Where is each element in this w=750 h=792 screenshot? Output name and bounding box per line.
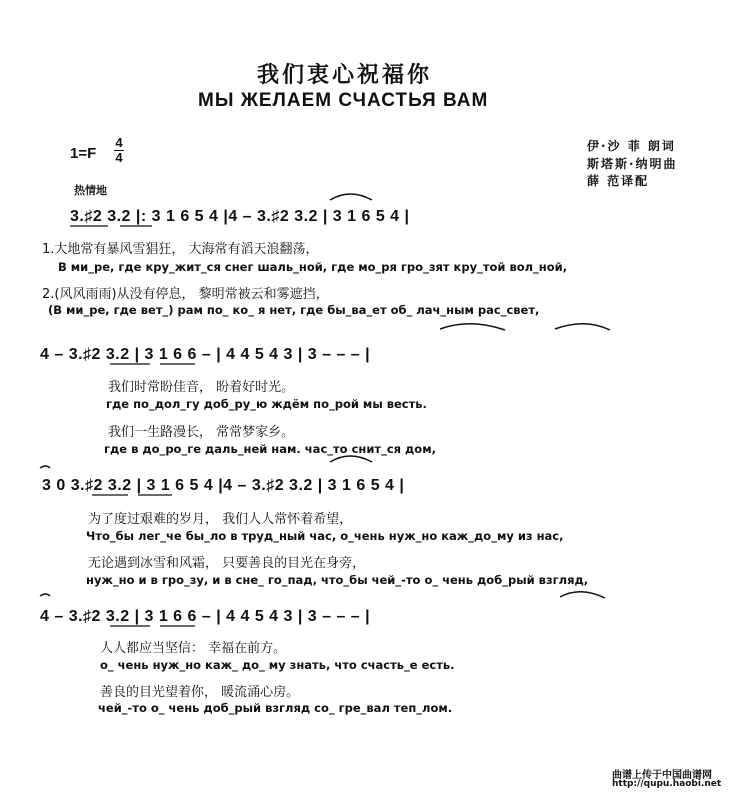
key-signature: 1=F bbox=[70, 145, 97, 162]
time-signature-top: 4 bbox=[115, 135, 123, 150]
lyric-line-2-ru-verse1: где по_дол_гу доб_ру_ю ждём по_рой мы весть. bbox=[106, 397, 427, 411]
lyric-line-1-ru-verse1: В ми_ре, где кру_жит_ся снег шаль_ной, где мо_ря гро_зят кру_той вол_ной, bbox=[58, 260, 568, 274]
song-title-russian: МЫ ЖЕЛАЕМ СЧАСТЬЯ ВАМ bbox=[198, 90, 489, 111]
lyric-line-2-cn-verse1: 我们时常盼佳音， 盼着好时光。 bbox=[108, 380, 295, 395]
song-title-chinese: 我们衷心祝福你 bbox=[257, 62, 433, 88]
notation-line-3: 3 0 3.♯2 3.2 | 3 1 6 5 4 |4 – 3.♯2 3.2 | 3 1 6 5 4 | bbox=[42, 477, 405, 494]
slur-7 bbox=[560, 592, 605, 598]
lyric-line-4-cn-verse2: 善良的目光望着你， 暖流涌心房。 bbox=[100, 685, 300, 700]
footer-site-name: 曲谱上传于中国曲谱网 bbox=[612, 770, 712, 781]
lyric-line-3-ru-verse2: нуж_но и в гро_зу, и в сне_ го_пад, что_бы чей_-то о_ чень доб_рый взгляд, bbox=[86, 573, 589, 587]
lyric-line-2-ru-verse2: где в до_ро_ге даль_ней нам. час_то снит_ся дом, bbox=[104, 442, 436, 456]
notation-line-4: 4 – 3.♯2 3.2 | 3 1 6 6 – | 4 4 5 4 3 | 3 – – – | bbox=[40, 608, 371, 625]
lyric-line-2-cn-verse2: 我们一生路漫长， 常常梦家乡。 bbox=[108, 425, 295, 440]
notation-line-2: 4 – 3.♯2 3.2 | 3 1 6 6 – | 4 4 5 4 3 | 3 – – – | bbox=[40, 346, 371, 363]
slur-5 bbox=[330, 456, 372, 462]
credit-composer: 斯塔斯·纳明曲 bbox=[587, 157, 678, 171]
lyric-line-4-ru-verse1: о_ чень нуж_но каж_ до_ му знать, что счасть_е есть. bbox=[100, 658, 455, 672]
notation-line-1: 3.♯2 3.2 |: 3 1 6 5 4 |4 – 3.♯2 3.2 | 3 1 6 5 4 | bbox=[70, 208, 410, 225]
slur-4 bbox=[40, 466, 50, 468]
lyric-line-3-cn-verse2: 无论遇到冰雪和风霜， 只要善良的目光在身旁， bbox=[88, 556, 366, 571]
slur-2 bbox=[440, 324, 505, 330]
slur-6 bbox=[40, 594, 50, 596]
slur-1 bbox=[330, 194, 372, 200]
time-signature-bottom: 4 bbox=[115, 150, 123, 165]
footer-site-url: http://qupu.haobi.net bbox=[612, 779, 722, 789]
credit-lyricist: 伊·沙 菲 朗词 bbox=[587, 139, 676, 153]
lyric-line-4-ru-verse2: чей_-то о_ чень доб_рый взгляд со_ гре_вал теп_лом. bbox=[98, 701, 453, 715]
lyric-line-1-cn-verse1: 1.大地常有暴风雪猖狂， 大海常有滔天浪翻荡， bbox=[42, 242, 319, 257]
lyric-line-1-ru-verse2: (В ми_ре, где вет_) рам по_ ко_ я нет, где бы_ва_ет об_ лач_ным рас_свет, bbox=[48, 303, 540, 317]
tempo-marking: 热情地 bbox=[74, 184, 107, 197]
lyric-line-1-cn-verse2: 2.(风风雨雨)从没有停息， 黎明常被云和雾遮挡， bbox=[42, 287, 329, 302]
lyric-line-4-cn-verse1: 人人都应当坚信： 幸福在前方。 bbox=[100, 641, 287, 656]
lyric-line-3-cn-verse1: 为了度过艰难的岁月， 我们人人常怀着希望， bbox=[88, 512, 353, 527]
credit-translator: 薛 范译配 bbox=[587, 174, 650, 188]
lyric-line-3-ru-verse1: Что_бы лег_че бы_ло в труд_ный час, о_чень нуж_но каж_до_му из нас, bbox=[86, 529, 564, 543]
slur-3 bbox=[555, 324, 610, 330]
